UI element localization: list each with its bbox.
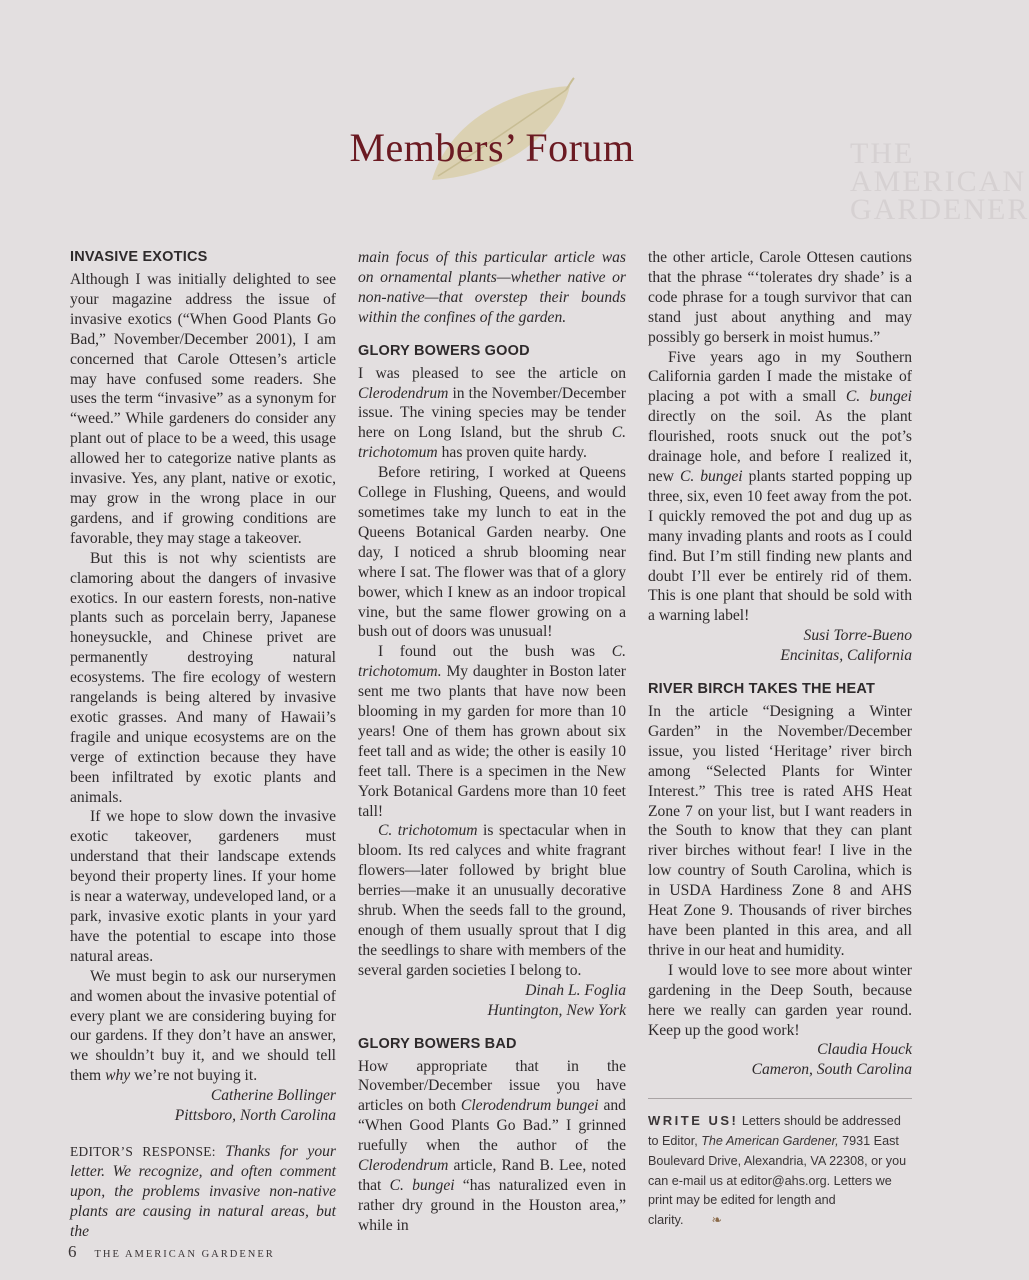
letter-paragraph: Although I was initially delighted to see your magazine address the issue of invasive exotics (“When Good Plants Go Bad,” November/December 2001), I am concerned that Carole Ottesen’s article may have confused some readers. She uses the term “invasive” as a synonym for “weed.” While gardeners do consider any plant out of place to be a weed, this usage allowed her to categorize native plants as invasive. Yes, any plant, native or exotic, may grow in the wrong place in our gardens, and if growing conditions are favorable, they may stage a takeover. bbox=[70, 271, 336, 547]
letter-paragraph: If we hope to slow down the invasive exotic takeover, gardeners must understand that their landscape extends beyond their property lines. If your home is near a waterway, undeveloped land, or a park, invasive exotic plants in your yard have the potential to escape into those natural areas. bbox=[70, 808, 336, 965]
section-heading: RIVER BIRCH TAKES THE HEAT bbox=[648, 681, 876, 698]
page-title: Members’ Forum bbox=[349, 125, 635, 170]
letter-paragraph: How appropriate that in the November/December issue you have articles on both Clerodendrum bungei and “When Good Plants Go Bad.” I grinned ruefully when the author of the Clerodendrum article, Rand B. Lee, noted that C. bungei “has naturalized even in rather dry ground in the Houston area,” while in bbox=[358, 1057, 626, 1234]
letter-paragraph: I was pleased to see the article on Clerodendrum in the November/December issue. The vining species may be tender here on Long Island, but the shrub C. trichotomum has proven quite hardy. bbox=[358, 364, 626, 462]
section-heading: INVASIVE EXOTICS bbox=[70, 249, 208, 265]
write-us-box: WRITE US! Letters should be addressed to Editor, The American Gardener, 7931 East Boulevard Drive, Alexandria, VA 22308, or you can e-mail us at editor@ahs.org. Letters we print may be edited for length and clarity. ❧ bbox=[648, 1113, 907, 1228]
letter-paragraph: In the article “Designing a Winter Garden” in the November/December issue, you listed ‘Heritage’ river birch among “Selected Plants for Winter Interest.” This tree is rated AHS Heat Zone 7 on your list, but I want readers in the South to know that they can plant river birches without fear! I live in the low country of South Carolina, which is in USDA Hardiness Zone 8 and AHS Heat Zone 9. Thousands of river birches have been planted in this area, and all thrive in our heat and humidity. bbox=[648, 703, 912, 959]
section-heading: GLORY BOWERS GOOD bbox=[358, 342, 530, 359]
letter-paragraph: C. trichotomum is spectacular when in bloom. Its red calyces and white fragrant flowers—later followed by bright blue berries—make it an unusually decorative shrub. When the seeds fall to the ground, enough of them usually sprout that I dig the seedlings to share with members of the several garden societies I belong to. bbox=[358, 822, 626, 979]
signature-name: Susi Torre-Bueno bbox=[803, 627, 912, 645]
column-1 bbox=[70, 248, 336, 1242]
letter-paragraph: But this is not why scientists are clamoring about the dangers of invasive exotics. In our eastern forests, non-native plants such as porcelain berry, Japanese honeysuckle, and Chinese privet are permanently destroying natural ecosystems. The fire ecology of western rangelands is being altered by invasive exotic grasses. And many of Hawaii’s fragile and unique ecosystems are on the verge of extinction because they have been infiltrated by exotic plants and animals. bbox=[70, 549, 336, 806]
letter-paragraph: Five years ago in my Southern California garden I made the mistake of placing a pot with a small C. bungei directly on the soil. As the plant flourished, roots snuck out the pot’s drainage hole, and before I realized it, new C. bungei plants started popping up three, six, even 10 feet away from the pot. I quickly removed the pot and dug up as many invading plants and roots as I could find. But I’m still finding new plants and doubt I’ll ever be entirely rid of them. This is one plant that should be sold with a warning label! bbox=[648, 348, 912, 625]
letter-paragraph: I would love to see more about winter gardening in the Deep South, because here we really can garden year round. Keep up the good work! bbox=[648, 961, 912, 1039]
letter-signature bbox=[358, 981, 626, 1021]
signature-place: Encinitas, California bbox=[780, 647, 912, 665]
ghost-masthead-text: THE AMERICAN GARDENER bbox=[850, 137, 1029, 226]
editor-response: EDITOR’S RESPONSE: Thanks for your letter. We recognize, and often comment upon, the problems invasive non-native plants are causing in natural areas, but the bbox=[70, 1142, 336, 1240]
signature-place: Pittsboro, North Carolina bbox=[174, 1107, 336, 1125]
letter-paragraph: Before retiring, I worked at Queens College in Flushing, Queens, and would sometimes take my lunch to eat in the Queens Botanical Garden nearby. One day, I noticed a shrub blooming near where I sat. The flower was that of a glory bower, which I knew as an indoor tropical vine, but the same flower growing on a bush out of doors was unusual! bbox=[358, 464, 626, 641]
magazine-name: THE AMERICAN GARDENER bbox=[94, 1249, 275, 1260]
signature-name: Claudia Houck bbox=[817, 1041, 912, 1059]
section-heading: GLORY BOWERS BAD bbox=[358, 1035, 517, 1052]
signature-name: Dinah L. Foglia bbox=[525, 981, 626, 999]
write-us-label: WRITE US! bbox=[648, 1113, 739, 1129]
letter-paragraph: We must begin to ask our nurserymen and women about the invasive potential of every plant we are considering buying for our gardens. If they don’t have an answer, we shouldn’t buy it, and we should tell them why we’re not buying it. bbox=[70, 967, 336, 1085]
letter-signature bbox=[70, 1086, 336, 1126]
title-area bbox=[0, 80, 1029, 226]
page-number: 6 bbox=[68, 1242, 77, 1261]
signature-place: Cameron, South Carolina bbox=[751, 1061, 912, 1079]
letter-signature bbox=[648, 1040, 912, 1080]
signature-name: Catherine Bollinger bbox=[210, 1087, 336, 1105]
signature-place: Huntington, New York bbox=[487, 1001, 626, 1019]
letter-paragraph: the other article, Carole Ottesen cautions that the phrase “‘tolerates dry shade’ is a code phrase for a tough survivor that can stand just about anything and may possibly go berserk in moist humus.” bbox=[648, 249, 912, 346]
page-footer bbox=[68, 1242, 275, 1262]
letter-signature bbox=[648, 626, 912, 666]
column-2 bbox=[358, 248, 626, 1236]
divider bbox=[648, 1098, 912, 1099]
end-mark-icon: ❧ bbox=[711, 1213, 723, 1228]
column-3 bbox=[648, 248, 912, 1231]
editor-response-continued: main focus of this particular article was on ornamental plants—whether native or non-native—that overstep their bounds within the confines of the garden. bbox=[358, 249, 626, 326]
letter-paragraph: I found out the bush was C. trichotomum. My daughter in Boston later sent me two plants that have now been blooming in my garden for more than 10 years! One of them has grown about six feet tall and as wide; the other is easily 10 feet tall. There is a specimen in the New York Botanical Gardens more than 10 feet tall! bbox=[358, 643, 626, 820]
